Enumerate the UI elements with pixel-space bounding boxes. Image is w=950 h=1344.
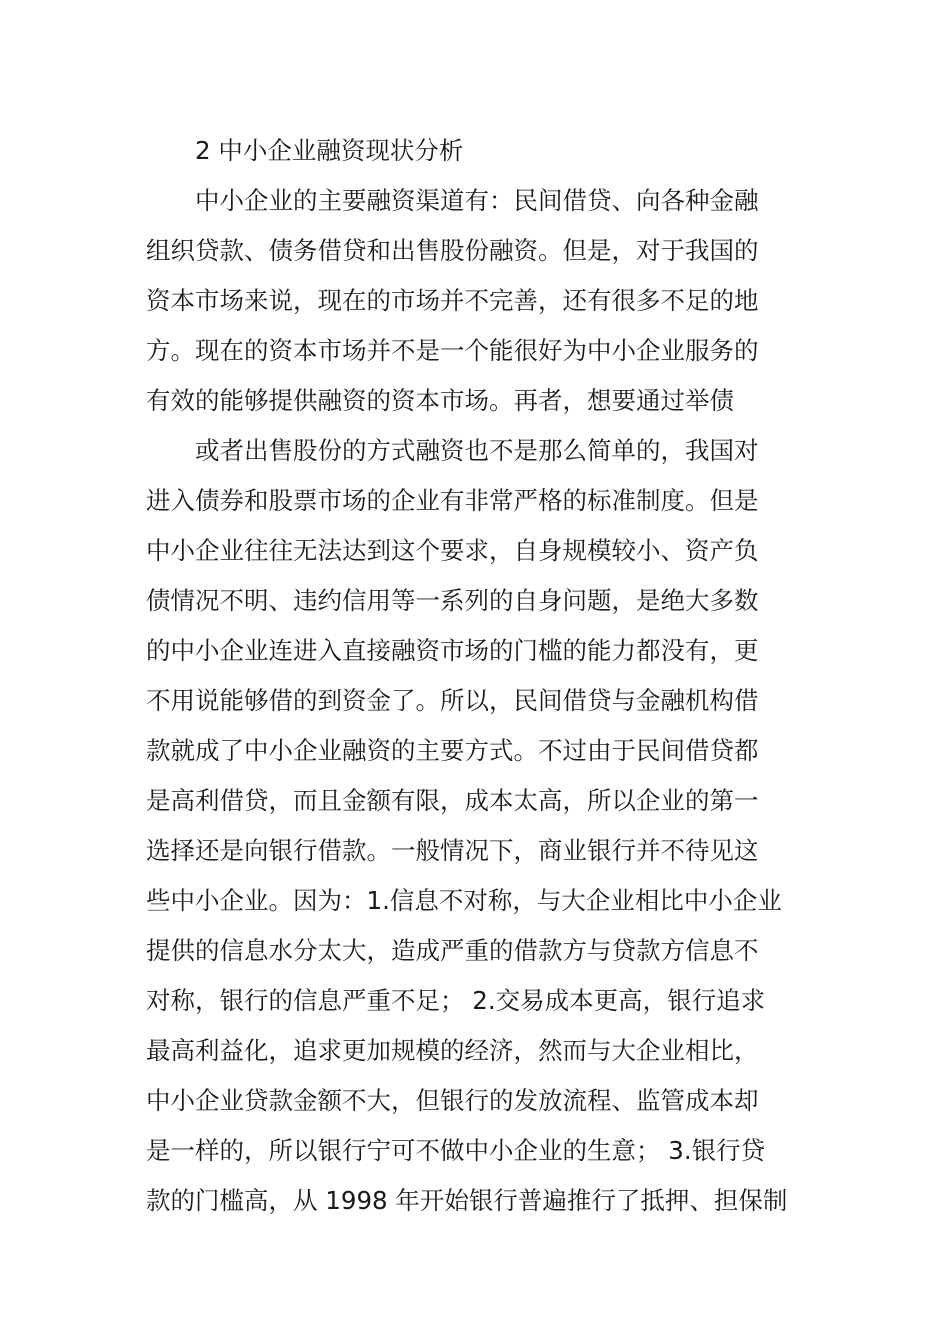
paragraph-line: 选择还是向银行借款。一般情况下，商业银行并不待见这 — [146, 836, 759, 865]
paragraph-line: 些中小企业。因为：1.信息不对称，与大企业相比中小企业 — [146, 886, 782, 915]
paragraph-line: 是一样的，所以银行宁可不做中小企业的生意； 3.银行贷 — [146, 1136, 766, 1165]
paragraph-line: 中小企业贷款金额不大，但银行的发放流程、监管成本却 — [146, 1086, 759, 1115]
section-heading: 2 中小企业融资现状分析 — [195, 136, 464, 165]
paragraph-line: 款就成了中小企业融资的主要方式。不过由于民间借贷都 — [146, 736, 759, 765]
paragraph-line: 中小企业的主要融资渠道有：民间借贷、向各种金融 — [195, 186, 759, 215]
paragraph-line: 或者出售股份的方式融资也不是那么简单的，我国对 — [195, 436, 759, 465]
paragraph-line: 款的门槛高，从 1998 年开始银行普遍推行了抵押、担保制 — [146, 1186, 788, 1215]
paragraph-line: 不用说能够借的到资金了。所以，民间借贷与金融机构借 — [146, 686, 759, 715]
paragraph-line: 是高利借贷，而且金额有限，成本太高，所以企业的第一 — [146, 786, 759, 815]
paragraph-line: 资本市场来说，现在的市场并不完善，还有很多不足的地 — [146, 286, 759, 315]
paragraph-line: 对称，银行的信息严重不足； 2.交易成本更高，银行追求 — [146, 986, 766, 1015]
paragraph-line: 有效的能够提供融资的资本市场。再者，想要通过举债 — [146, 386, 734, 415]
paragraph-line: 方。现在的资本市场并不是一个能很好为中小企业服务的 — [146, 336, 759, 365]
paragraph-line: 提供的信息水分太大，造成严重的借款方与贷款方信息不 — [146, 936, 759, 965]
paragraph-line: 中小企业往往无法达到这个要求，自身规模较小、资产负 — [146, 536, 759, 565]
paragraph-line: 进入债券和股票市场的企业有非常严格的标准制度。但是 — [146, 486, 759, 515]
paragraph-line: 债情况不明、违约信用等一系列的自身问题，是绝大多数 — [146, 586, 759, 615]
paragraph-line: 组织贷款、债务借贷和出售股份融资。但是，对于我国的 — [146, 236, 759, 265]
paragraph-line: 的中小企业连进入直接融资市场的门槛的能力都没有，更 — [146, 636, 759, 665]
paragraph-line: 最高利益化，追求更加规模的经济，然而与大企业相比， — [146, 1036, 759, 1065]
